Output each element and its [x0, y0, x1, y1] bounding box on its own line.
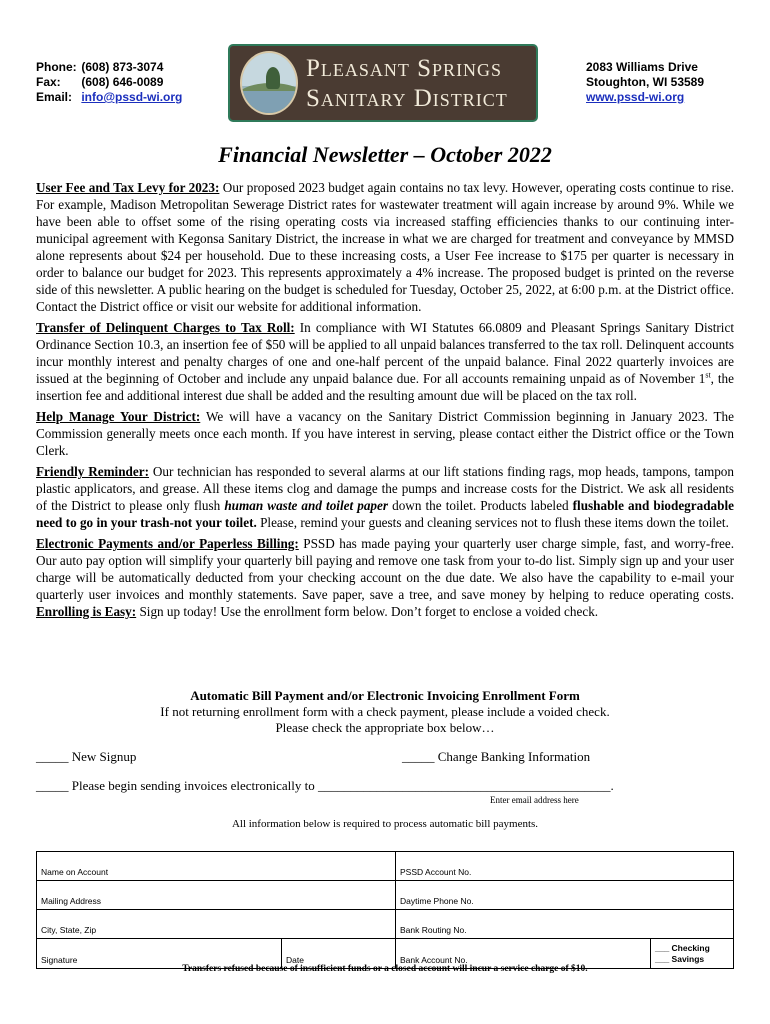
section-payments: [36, 535, 734, 620]
section-text: Sign up today! Use the enrollment form below. Don’t forget to enclose a voided check.: [136, 604, 599, 619]
district-logo: [228, 44, 538, 122]
section-heading: Electronic Payments and/or Paperless Billing:: [36, 536, 299, 551]
section-text: Our proposed 2023 budget again contains no tax levy. However, operating costs continue to rise. For example, Madison Metropolitan Sewerage District rates for wastewater treatment will again increase by around 9%. While we have been able to offset some of the rising operating costs via increased staffing efficiencies thanks to our continuing inter-municipal agreement with Kegonsa Sanitary District, the increase in what we are charged for treatment and conveyance by MMSD alone represents about $24 per household. Due to these increasing costs, a User Fee increase to $175 per quarter is necessary in order to balance our budget for 2023. This represents approximately a 4% increase. The proposed budget is printed on the reverse side of this newsletter. A public hearing on the budget is scheduled for Tuesday, October 25, 2022, at 6:00 p.m. at the District office. Contact the District office or visit our website for additional information.: [36, 180, 734, 314]
email-hint: Enter email address here: [490, 795, 579, 805]
fax-label: Fax:: [36, 75, 61, 89]
date-field[interactable]: Date: [282, 939, 396, 969]
lake-scene-icon: [240, 51, 298, 115]
checking-option[interactable]: ___ Checking: [655, 942, 710, 953]
form-instructions-2: Please check the appropriate box below…: [275, 720, 495, 735]
website-link[interactable]: www.pssd-wi.org: [586, 90, 685, 104]
required-note: All information below is required to process automatic bill payments.: [231, 818, 539, 830]
form-header: [0, 688, 770, 736]
section-fee: [36, 179, 734, 315]
enroll-heading: Enrolling is Easy:: [36, 604, 137, 619]
section-text: In compliance with WI Statutes 66.0809 and Pleasant Springs Sanitary District Ordinance Section 10.3, an insertion fee of $50 will be applied to all unpaid balances transferred to the tax roll. Delinquent accounts incur monthly interest and penalty charges of one and one-half percent of the unpaid balance. Final 2022 quarterly invoices are issued at the beginning of October and include any unpaid balance due. For all accounts remaining unpaid as of November 1: [36, 320, 734, 386]
section-text: Our technician has responded to several alarms at our lift stations finding rags, mop heads, tampons, tampon plastic applicators, and grease. All these items clog and damage the pumps and increase costs for the District. We ask all residents of the District to please only flush: [36, 464, 734, 513]
city-state-zip-field[interactable]: City, State, Zip: [37, 910, 396, 939]
email-link[interactable]: info@pssd-wi.org: [81, 90, 183, 104]
pssd-account-field[interactable]: PSSD Account No.: [396, 852, 734, 881]
footer-note: Transfers refused because of insufficient funds or a closed account will incur a service charge of $10.: [182, 964, 588, 974]
new-signup-option[interactable]: _____ New Signup: [36, 749, 137, 764]
logo-line-2: Sanitary District: [306, 85, 508, 112]
bank-account-field[interactable]: Bank Account No.: [396, 939, 651, 969]
section-text: down the toilet. Products labeled: [388, 498, 573, 513]
page-title: Financial Newsletter – October 2022: [218, 142, 552, 167]
address-line-1: 2083 Williams Drive: [586, 60, 698, 74]
change-banking-option[interactable]: _____ Change Banking Information: [402, 749, 591, 764]
newsletter-body: [36, 179, 734, 624]
email-label: Email:: [36, 90, 73, 104]
daytime-phone-field[interactable]: Daytime Phone No.: [396, 881, 734, 910]
section-heading: Help Manage Your District:: [36, 409, 201, 424]
form-title: Automatic Bill Payment and/or Electronic Invoicing Enrollment Form: [190, 688, 580, 703]
section-text: We will have a vacancy on the Sanitary District Commission beginning in January 2023. The Commission generally meets once each month. If you have interest in serving, please contact either the District office or the Town Clerk.: [36, 409, 734, 458]
fax-number: (608) 646-0089: [81, 75, 164, 89]
savings-option[interactable]: ___ Savings: [655, 953, 705, 964]
mailing-address-field[interactable]: Mailing Address: [37, 881, 396, 910]
phone-number: (608) 873-3074: [81, 60, 164, 74]
phone-label: Phone:: [36, 60, 77, 74]
section-text: PSSD has made paying your quarterly user charge simple, fast, and worry-free. Our auto pay option will simplify your quarterly bill paying and remove one task from your to-do list. Simply sign up and your user charge will be automatically deducted from your checking account on the due date. We also have the capability to e-mail your quarterly user invoices and monthly statements. Save paper, save a tree, and save money by helping to reduce operating costs.: [36, 536, 734, 602]
address-line-2: Stoughton, WI 53589: [586, 75, 705, 89]
superscript: st: [705, 370, 711, 380]
enrollment-table: [36, 851, 734, 969]
section-help: [36, 408, 734, 459]
signature-field[interactable]: Signature: [37, 939, 282, 969]
bank-routing-field[interactable]: Bank Routing No.: [396, 910, 734, 939]
bold-text: flushable and biodegradable need to go in your trash-not your toilet.: [36, 498, 734, 530]
logo-line-1: Pleasant Springs: [306, 55, 503, 82]
section-text: , the insertion fee and additional interest due shall be added and the resulting amount due will be placed on the tax roll.: [36, 371, 734, 403]
section-heading: User Fee and Tax Levy for 2023:: [36, 180, 220, 195]
section-heading: Friendly Reminder:: [36, 464, 149, 479]
section-transfer: [36, 319, 734, 404]
emphasis-text: human waste and toilet paper: [224, 498, 389, 513]
section-reminder: [36, 463, 734, 531]
email-invoice-option[interactable]: _____ Please begin sending invoices electronically to _____________________________________________.: [36, 778, 614, 793]
section-text: Please, remind your guests and cleaning services not to flush these items down the toilet.: [256, 515, 729, 530]
form-instructions-1: If not returning enrollment form with a check payment, please include a voided check.: [160, 704, 610, 719]
contact-info: [36, 60, 182, 105]
address-info: [586, 60, 704, 105]
name-on-account-field[interactable]: Name on Account: [37, 852, 396, 881]
section-heading: Transfer of Delinquent Charges to Tax Roll:: [36, 320, 295, 335]
